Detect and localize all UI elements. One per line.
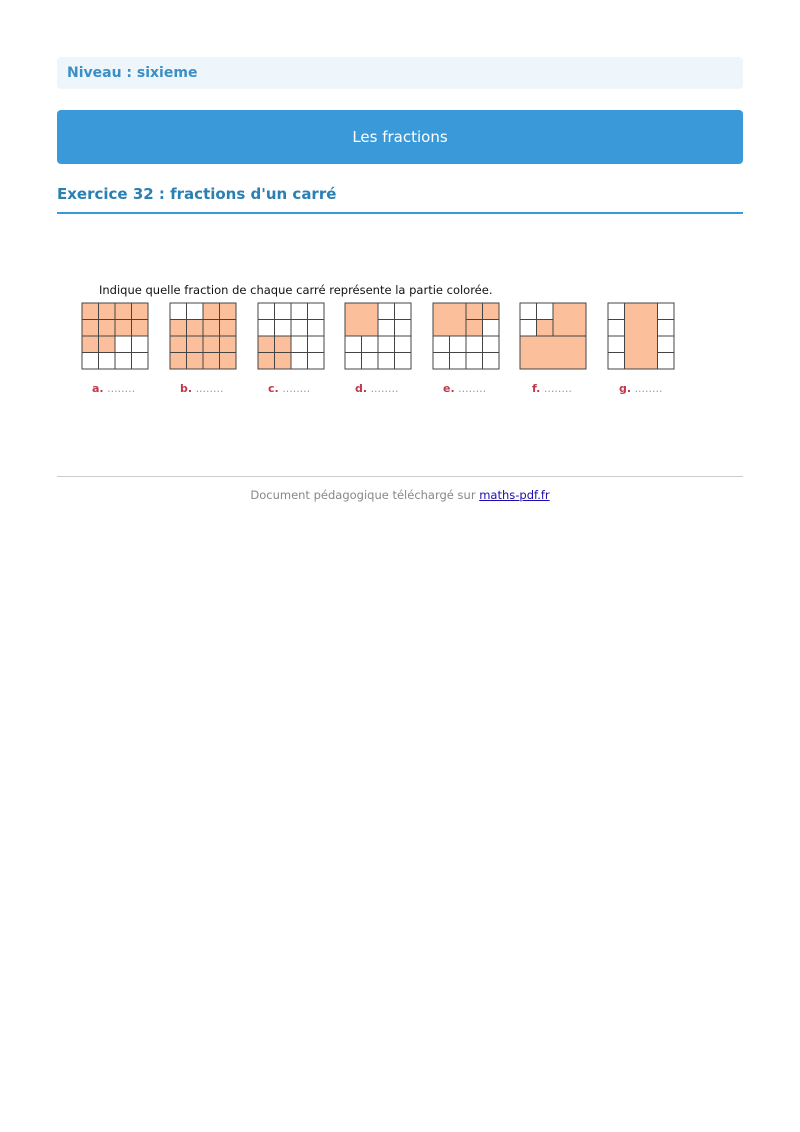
shaded-part	[203, 353, 220, 370]
unshaded-part	[395, 320, 412, 337]
unshaded-part	[483, 353, 500, 370]
answer-blank[interactable]: ........	[543, 382, 572, 395]
fraction-square-b	[170, 303, 236, 369]
shaded-part	[275, 336, 292, 353]
unshaded-part	[658, 320, 675, 337]
unshaded-part	[658, 303, 675, 320]
shaded-part	[220, 353, 237, 370]
unshaded-part	[378, 320, 395, 337]
answer-e	[443, 382, 486, 395]
unshaded-part	[345, 336, 362, 353]
shaded-part	[132, 320, 149, 337]
shaded-part	[345, 303, 378, 336]
shaded-part	[537, 320, 554, 337]
shaded-part	[132, 303, 149, 320]
shaded-part	[187, 336, 204, 353]
fraction-square-d	[345, 303, 411, 369]
answer-letter: c.	[268, 382, 279, 395]
footer-text: Document pédagogique téléchargé sur	[250, 488, 480, 502]
unshaded-part	[275, 303, 292, 320]
unshaded-part	[608, 353, 625, 370]
shaded-part	[466, 303, 483, 320]
answer-letter: d.	[355, 382, 368, 395]
shaded-part	[433, 303, 466, 336]
shaded-part	[203, 303, 220, 320]
unshaded-part	[450, 336, 467, 353]
fraction-square-a	[82, 303, 148, 369]
shaded-part	[99, 336, 116, 353]
unshaded-part	[520, 303, 537, 320]
fraction-square-g	[608, 303, 674, 369]
unshaded-part	[608, 320, 625, 337]
shaded-part	[203, 336, 220, 353]
unshaded-part	[258, 303, 275, 320]
unshaded-part	[466, 353, 483, 370]
shaded-part	[258, 353, 275, 370]
answer-g	[619, 382, 663, 395]
unshaded-part	[82, 353, 99, 370]
answer-c	[268, 382, 310, 395]
unshaded-part	[291, 336, 308, 353]
fraction-square-f	[520, 303, 586, 369]
shaded-part	[220, 303, 237, 320]
unshaded-part	[658, 353, 675, 370]
unshaded-part	[362, 353, 379, 370]
unshaded-part	[608, 336, 625, 353]
answer-letter: e.	[443, 382, 455, 395]
unshaded-part	[132, 353, 149, 370]
shaded-part	[82, 303, 99, 320]
unshaded-part	[115, 353, 132, 370]
exercise-instruction: Indique quelle fraction de chaque carré représente la partie colorée.	[99, 283, 493, 297]
shaded-part	[170, 353, 187, 370]
footer-divider	[57, 476, 743, 477]
shaded-part	[220, 336, 237, 353]
shaded-part	[115, 320, 132, 337]
unshaded-part	[395, 303, 412, 320]
shaded-part	[187, 320, 204, 337]
unshaded-part	[658, 336, 675, 353]
unshaded-part	[378, 303, 395, 320]
unshaded-part	[291, 303, 308, 320]
fraction-squares	[0, 0, 800, 420]
fraction-square-e	[433, 303, 499, 369]
unshaded-part	[132, 336, 149, 353]
unshaded-part	[345, 353, 362, 370]
shaded-part	[483, 303, 500, 320]
answer-letter: a.	[92, 382, 104, 395]
footer-link[interactable]: maths-pdf.fr	[479, 488, 550, 502]
answer-letter: g.	[619, 382, 632, 395]
unshaded-part	[378, 336, 395, 353]
answer-f	[532, 382, 572, 395]
answer-a	[92, 382, 135, 395]
shaded-part	[82, 336, 99, 353]
unshaded-part	[275, 320, 292, 337]
unshaded-part	[537, 303, 554, 320]
shaded-part	[99, 320, 116, 337]
shaded-part	[82, 320, 99, 337]
answer-d	[355, 382, 399, 395]
unshaded-part	[308, 320, 325, 337]
unshaded-part	[308, 336, 325, 353]
answer-blank[interactable]: ........	[370, 382, 399, 395]
answer-blank[interactable]: ........	[195, 382, 224, 395]
shaded-part	[275, 353, 292, 370]
answer-b	[180, 382, 224, 395]
answer-blank[interactable]: ........	[282, 382, 311, 395]
unshaded-part	[466, 336, 483, 353]
unshaded-part	[395, 353, 412, 370]
unshaded-part	[450, 353, 467, 370]
unshaded-part	[378, 353, 395, 370]
unshaded-part	[308, 353, 325, 370]
unshaded-part	[308, 303, 325, 320]
unshaded-part	[433, 353, 450, 370]
shaded-part	[258, 336, 275, 353]
footer	[0, 488, 800, 502]
answer-letter: b.	[180, 382, 193, 395]
unshaded-part	[187, 303, 204, 320]
shaded-part	[170, 336, 187, 353]
shaded-part	[203, 320, 220, 337]
unshaded-part	[291, 353, 308, 370]
shaded-part	[553, 303, 586, 336]
answer-letter: f.	[532, 382, 541, 395]
unshaded-part	[483, 336, 500, 353]
shaded-part	[99, 303, 116, 320]
unshaded-part	[99, 353, 116, 370]
unshaded-part	[291, 320, 308, 337]
answer-blank[interactable]: ........	[107, 382, 136, 395]
shaded-part	[520, 336, 586, 369]
shaded-part	[220, 320, 237, 337]
shaded-part	[115, 303, 132, 320]
unshaded-part	[362, 336, 379, 353]
unshaded-part	[170, 303, 187, 320]
fraction-square-c	[258, 303, 324, 369]
answer-blank[interactable]: ........	[458, 382, 487, 395]
shaded-part	[625, 303, 658, 369]
unshaded-part	[433, 336, 450, 353]
page-title: Les fractions	[352, 128, 448, 146]
unshaded-part	[520, 320, 537, 337]
answer-blank[interactable]: ........	[634, 382, 663, 395]
unshaded-part	[115, 336, 132, 353]
unshaded-part	[258, 320, 275, 337]
unshaded-part	[395, 336, 412, 353]
level-label: Niveau : sixieme	[67, 65, 198, 81]
shaded-part	[187, 353, 204, 370]
exercise-title: Exercice 32 : fractions d'un carré	[57, 185, 337, 203]
shaded-part	[466, 320, 483, 337]
unshaded-part	[608, 303, 625, 320]
shaded-part	[170, 320, 187, 337]
unshaded-part	[483, 320, 500, 337]
